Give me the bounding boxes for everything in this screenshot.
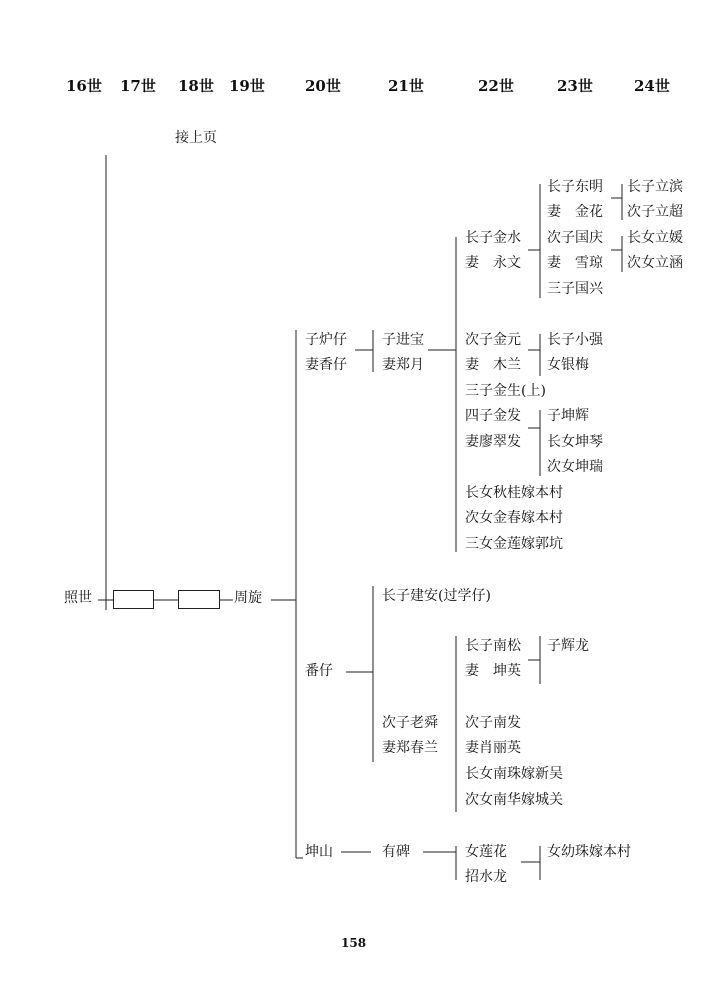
gen23-name: 子辉龙 xyxy=(547,638,589,654)
gen22-spouse: 妻 永文 xyxy=(465,255,521,271)
gen21-name: 长子建安(过学仔) xyxy=(382,588,491,604)
gen23-name: 三子国兴 xyxy=(547,281,603,297)
gen23-name: 长女坤琴 xyxy=(547,434,603,450)
blank-name-box-17 xyxy=(113,590,154,609)
generation-header-19: 19世 xyxy=(229,77,265,95)
gen22-spouse: 妻廖翠发 xyxy=(465,434,521,450)
gen22-spouse: 妻 坤英 xyxy=(465,663,521,679)
generation-header-20: 20世 xyxy=(305,77,341,95)
generation-header-22: 22世 xyxy=(478,77,514,95)
generation-header-16: 16世 xyxy=(66,77,102,95)
gen22-name: 四子金发 xyxy=(465,408,521,424)
gen22-name: 次子南发 xyxy=(465,715,521,731)
gen23-name: 长子小强 xyxy=(547,332,603,348)
gen22-name: 女莲花 xyxy=(465,844,507,860)
gen22-spouse: 招水龙 xyxy=(465,869,507,885)
gen22-name: 妻肖丽英 xyxy=(465,740,521,756)
gen20-spouse: 妻香仔 xyxy=(305,357,347,373)
gen24-name: 次子立超 xyxy=(627,204,683,220)
gen23-name: 长子东明 xyxy=(547,179,603,195)
generation-header-17: 17世 xyxy=(120,77,156,95)
generation-header-24: 24世 xyxy=(634,77,670,95)
blank-name-box-18 xyxy=(178,590,220,609)
gen21-name: 次子老舜 xyxy=(382,715,438,731)
gen24-name: 长女立媛 xyxy=(627,230,683,246)
gen21-spouse: 妻郑月 xyxy=(382,357,424,373)
gen23-name: 女银梅 xyxy=(547,357,589,373)
gen23-name: 子坤辉 xyxy=(547,408,589,424)
gen22-name: 长女南珠嫁新吴 xyxy=(465,766,563,782)
gen22-name: 次女金春嫁本村 xyxy=(465,510,563,526)
gen22-name: 长女秋桂嫁本村 xyxy=(465,485,563,501)
generation-header-21: 21世 xyxy=(388,77,424,95)
gen21-spouse: 妻郑春兰 xyxy=(382,740,438,756)
page-number: 158 xyxy=(341,936,367,950)
gen22-name: 次子金元 xyxy=(465,332,521,348)
gen22-name: 三女金莲嫁郭坑 xyxy=(465,536,563,552)
gen23-name: 女幼珠嫁本村 xyxy=(547,844,631,860)
gen24-name: 次女立涵 xyxy=(627,255,683,271)
gen22-name: 次女南华嫁城关 xyxy=(465,792,563,808)
gen22-spouse: 妻 木兰 xyxy=(465,357,521,373)
gen21-name: 子进宝 xyxy=(382,332,424,348)
gen24-name: 长子立滨 xyxy=(627,179,683,195)
gen23-name: 次女坤瑞 xyxy=(547,459,603,475)
gen22-name: 长子金水 xyxy=(465,230,521,246)
gen22-name: 长子南松 xyxy=(465,638,521,654)
gen23-spouse: 妻 雪琼 xyxy=(547,255,603,271)
generation-header-23: 23世 xyxy=(557,77,593,95)
gen23-name: 次子国庆 xyxy=(547,230,603,246)
gen20-name: 番仔 xyxy=(305,663,333,679)
gen21-name: 有碑 xyxy=(382,844,410,860)
gen22-name: 三子金生(上) xyxy=(465,383,546,399)
gen23-spouse: 妻 金花 xyxy=(547,204,603,220)
root-ancestor-name: 照世 xyxy=(64,590,92,606)
gen19-name: 周旋 xyxy=(234,590,262,606)
continued-note: 接上页 xyxy=(175,130,217,146)
gen20-name: 子炉仔 xyxy=(305,332,347,348)
gen20-name: 坤山 xyxy=(305,844,333,860)
generation-header-18: 18世 xyxy=(178,77,214,95)
